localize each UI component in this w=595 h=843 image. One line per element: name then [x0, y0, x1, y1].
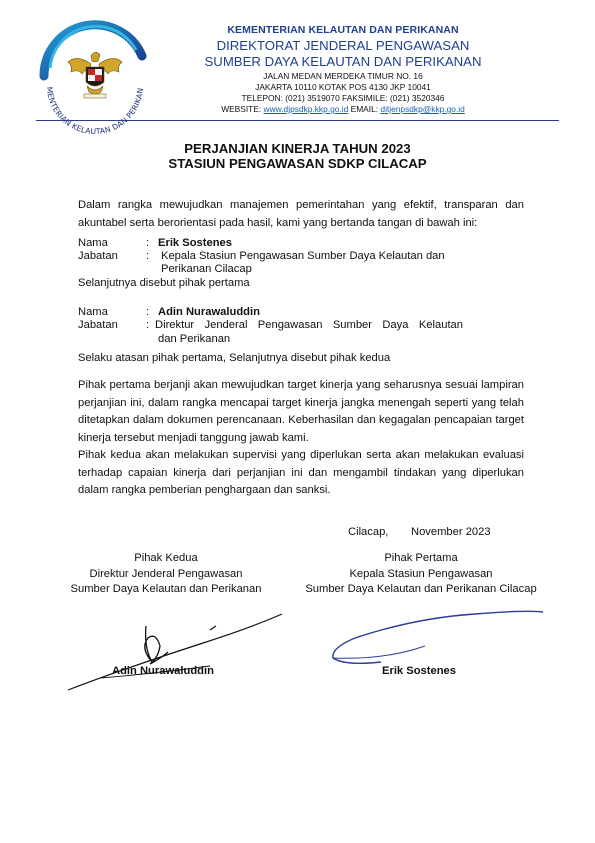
party1-position-label: Jabatan	[78, 250, 118, 262]
party1-name: Erik Sostenes	[158, 237, 232, 249]
contact-line	[178, 105, 508, 113]
signing-date: November 2023	[411, 526, 491, 538]
intro-paragraph: Dalam rangka mewujudkan manajemen pemerintahan yang efektif, transparan dan akuntabel serta berorientasi pada hasil, kami yang bertanda tangan di bawah ini:	[78, 199, 524, 229]
website-label: WEBSITE:	[221, 104, 262, 114]
party1-position-line-2: Perikanan Cilacap	[161, 263, 252, 275]
ministry-name: KEMENTERIAN KELAUTAN DAN PERIKANAN	[227, 24, 459, 36]
right-signatory-name: Erik Sostenes	[382, 665, 456, 677]
left-signatory-name: Adin Nurawaluddin	[112, 665, 214, 677]
commitment-paragraph: Pihak pertama berjanji akan mewujudkan target kinerja yang seharusnya sesuai lampiran perjanjian ini, dalam rangka mencapai target kinerja jangka menengah seperti yang telah ditetapkan dalam dokumen perencanaan. Keberhasilan dan kegagalan pencapaian target kinerja tersebut menjadi tanggung jawab kami.	[78, 379, 524, 444]
left-signature-block	[30, 551, 302, 598]
right-signature-block	[283, 551, 559, 598]
party1-designation: Selanjutnya disebut pihak pertama	[78, 277, 250, 289]
address-line-1: JALAN MEDAN MERDEKA TIMUR NO. 16	[263, 71, 423, 81]
party1-position-line-1: Kepala Stasiun Pengawasan Sumber Daya Kelautan dan	[161, 250, 445, 262]
document-subtitle: STASIUN PENGAWASAN SDKP CILACAP	[168, 156, 427, 171]
phone-line: TELEPON: (021) 3519070 FAKSIMILE: (021) 3520346	[241, 93, 445, 103]
right-title-line-2: Sumber Daya Kelautan dan Perikanan Cilacap	[305, 583, 537, 595]
party1-name-label: Nama	[78, 237, 108, 249]
party2-position-line-1: Direktur Jenderal Pengawasan Sumber Daya Kelautan	[155, 319, 463, 331]
party2-designation: Selaku atasan pihak pertama, Selanjutnya disebut pihak kedua	[78, 352, 391, 364]
party2-position-colon: :	[146, 319, 150, 331]
directorate-line-2: SUMBER DAYA KELAUTAN DAN PERIKANAN	[204, 54, 482, 69]
left-handwritten-signature	[60, 608, 290, 698]
email-link[interactable]: ditjenpsdkp@kkp.go.id	[380, 104, 465, 114]
left-title-line-1: Direktur Jenderal Pengawasan	[89, 567, 243, 580]
logo-ring-text: MENTERIAN KELAUTAN DAN PERIKAN	[44, 86, 146, 137]
header-divider	[36, 120, 559, 121]
party2-name: Adin Nurawaluddin	[158, 306, 260, 318]
email-label: EMAIL:	[350, 104, 379, 114]
directorate-line-1: DIREKTORAT JENDERAL PENGAWASAN	[216, 38, 470, 53]
left-role: Pihak Kedua	[134, 552, 198, 564]
party2-position-label: Jabatan	[78, 319, 118, 331]
right-title-line-1: Kepala Stasiun Pengawasan	[349, 567, 493, 580]
ministry-logo	[30, 16, 160, 146]
address-line-2: JAKARTA 10110 KOTAK POS 4130 JKP 10041	[255, 82, 431, 92]
party1-position-colon: :	[146, 250, 150, 262]
left-title-line-2: Sumber Daya Kelautan dan Perikanan	[70, 583, 262, 595]
party2-name-colon: :	[146, 306, 150, 318]
supervision-paragraph: Pihak kedua akan melakukan supervisi yang diperlukan serta akan melakukan evaluasi terhadap capaian kinerja dari perjanjian ini dan mengambil tindakan yang diperlukan dalam rangka pemberian penghargaan dan sanksi.	[78, 449, 524, 497]
party2-position-line-2: dan Perikanan	[158, 333, 231, 345]
website-link[interactable]: www.djpsdkp.kkp.go.id	[263, 104, 349, 114]
party2-name-label: Nama	[78, 306, 108, 318]
signing-place: Cilacap,	[348, 526, 389, 538]
right-role: Pihak Pertama	[384, 552, 458, 564]
party1-name-colon: :	[146, 237, 150, 249]
document-title: PERJANJIAN KINERJA TAHUN 2023	[184, 141, 411, 156]
